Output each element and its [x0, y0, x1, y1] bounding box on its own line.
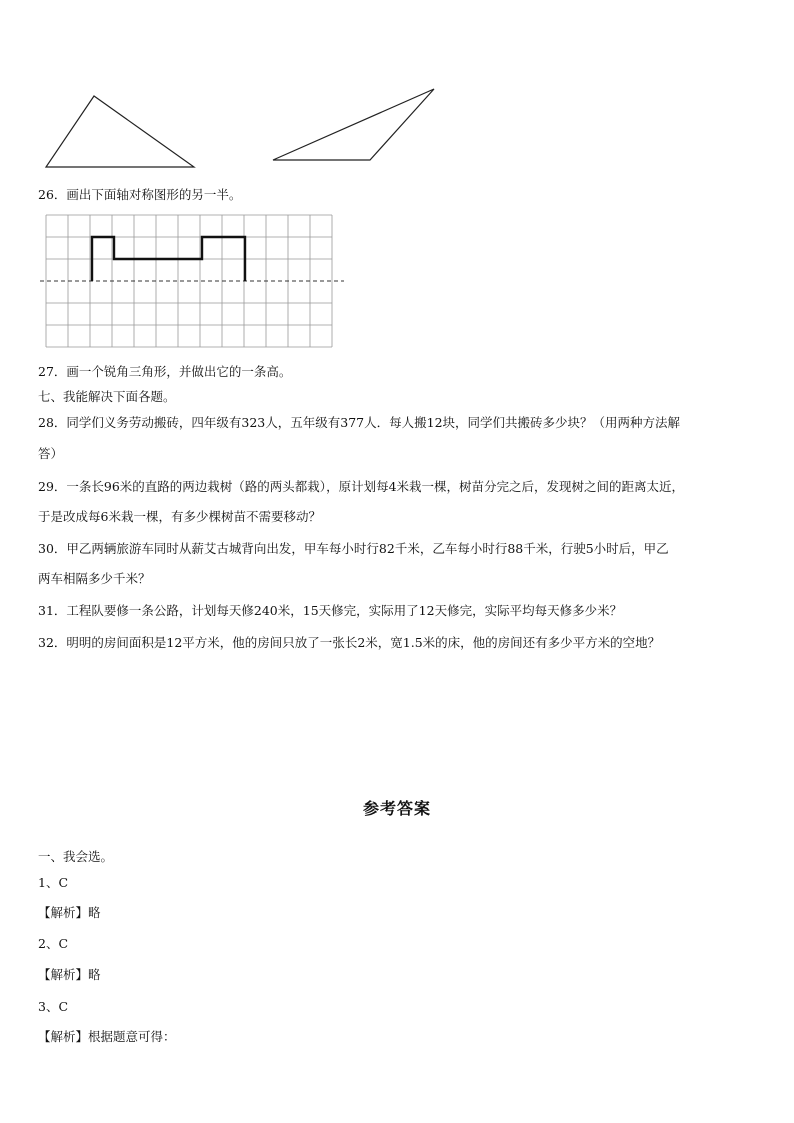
answer-2: 2、C [38, 936, 69, 951]
question-26: 26．画出下面轴对称图形的另一半。 [38, 187, 242, 202]
question-28-line2: 答） [38, 446, 64, 461]
answer-1-explanation: 【解析】略 [38, 905, 101, 920]
section-7-heading: 七、我能解决下面各题。 [38, 389, 176, 404]
question-28-line1: 28．同学们义务劳动搬砖，四年级有323人，五年级有377人．每人搬12块，同学们共搬砖多少块？（用两种方法解 [38, 415, 681, 430]
answer-1: 1、C [38, 875, 69, 890]
question-31: 31．工程队要修一条公路，计划每天修240米，15天修完，实际用了12天修完，实际平均每天修多少米？ [38, 603, 623, 618]
answer-3-explanation: 【解析】根据题意可得： [38, 1029, 176, 1044]
question-30-line2: 两车相隔多少千米？ [38, 571, 151, 586]
question-30-line1: 30．甲乙两辆旅游车同时从薪艾古城背向出发，甲车每小时行82千米，乙车每小时行88千米，行驶5小时后，甲乙 [38, 541, 669, 556]
question-27: 27．画一个锐角三角形，并做出它的一条高。 [38, 364, 292, 379]
answer-3: 3、C [38, 999, 69, 1014]
question-32: 32．明明的房间面积是12平方米，他的房间只放了一张长2米，宽1.5米的床，他的房间还有多少平方米的空地？ [38, 635, 661, 650]
question-29-line2: 于是改成每6米栽一棵，有多少棵树苗不需要移动？ [38, 509, 321, 524]
answers-title: 参考答案 [362, 799, 431, 818]
answer-2-explanation: 【解析】略 [38, 967, 101, 982]
symmetry-grid [0, 0, 794, 360]
question-29-line1: 29．一条长96米的直路的两边栽树（路的两头都栽），原计划每4米栽一棵，树苗分完之后，发现树之间的距离太近， [38, 479, 685, 494]
answers-section-1: 一、我会选。 [38, 849, 114, 864]
